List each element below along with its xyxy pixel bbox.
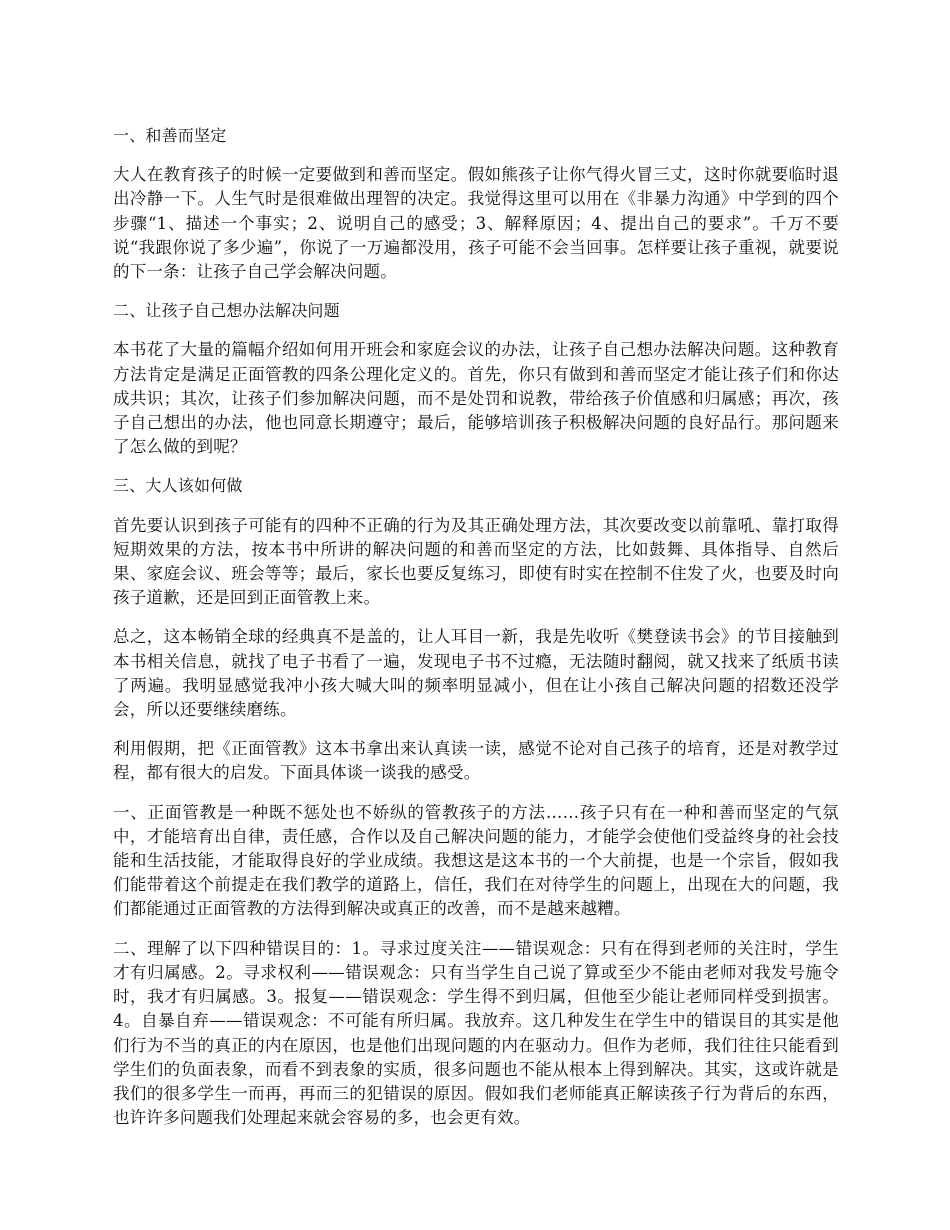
section-heading-1: 一、和善而坚定	[113, 126, 227, 145]
paragraph-2: 本书花了大量的篇幅介绍如何用开班会和家庭会议的办法，让孩子自己想办法解决问题。这种教育方法肯定是满足正面管教的四条公理化定义的。首先，你只有做到和善而坚定才能让孩子们和你达成共识；其次，让孩子们参加解决问题，而不是处罚和说教，带给孩子价值感和归属感；再次，孩子自己想出的办法，他也同意长期遵守；最后，能够培训孩子积极解决问题的良好品行。那问题来了怎么做的到呢？	[113, 340, 839, 457]
document-body	[113, 124, 839, 1145]
section-heading-3: 三、大人该如何做	[113, 476, 243, 496]
paragraph-5: 利用假期，把《正面管教》这本书拿出来认真读一读，感觉不论对自己孩子的培育，还是对教学过程，都有很大的启发。下面具体谈一谈我的感受。	[113, 739, 839, 783]
section-heading-2: 二、让孩子自己想办法解决问题	[113, 301, 340, 321]
paragraph-7: 二、理解了以下四种错误目的：1。寻求过度关注——错误观念：只有在得到老师的关注时，学生才有归属感。2。寻求权利——错误观念：只有当学生自己说了算或至少不能由老师对我发号施令时，我才有归属感。3。报复——错误观念：学生得不到归属，但他至少能让老师同样受到损害。4。自暴自弃——错误观念：不可能有所归属。我放弃。这几种发生在学生中的错误目的其实是他们行为不当的真正的内在原因，也是他们出现问题的内在驱动力。但作为老师，我们往往只能看到学生们的负面表象，而看不到表象的实质，很多问题也不能从根本上得到解决。其实，这或许就是我们的很多学生一而再，再而三的犯错误的原因。假如我们老师能真正解读孩子行为背后的东西，也许许多问题我们处理起来就会容易的多，也会更有效。	[113, 938, 839, 1128]
paragraph-4: 总之，这本畅销全球的经典真不是盖的，让人耳目一新，我是先收听《樊登读书会》的节目接触到本书相关信息，就找了电子书看了一遍，发现电子书不过瘾，无法随时翻阅，就又找来了纸质书读了两遍。我明显感觉我冲小孩大喊大叫的频率明显减小，但在让小孩自己解决问题的招数还没学会，所以还要继续磨练。	[113, 627, 839, 720]
paragraph-3: 首先要认识到孩子可能有的四种不正确的行为及其正确处理方法，其次要改变以前靠吼、靠打取得短期效果的方法，按本书中所讲的解决问题的和善而坚定的方法，比如鼓舞、具体指导、自然后果、家庭会议、班会等等；最后，家长也要反复练习，即使有时实在控制不住发了火，也要及时向孩子道歉，还是回到正面管教上来。	[113, 515, 839, 608]
paragraph-1: 大人在教育孩子的时候一定要做到和善而坚定。假如熊孩子让你气得火冒三丈，这时你就要临时退出冷静一下。人生气时是很难做出理智的决定。我觉得这里可以用在《非暴力沟通》中学到的四个步骤“1、描述一个事实；2、说明自己的感受；3、解释原因；4、提出自己的要求”。千万不要说“我跟你说了多少遍”，你说了一万遍都没用，孩子可能不会当回事。怎样要让孩子重视，就要说的下一条：让孩子自己学会解决问题。	[113, 165, 839, 282]
paragraph-6: 一、正面管教是一种既不惩处也不娇纵的管教孩子的方法……孩子只有在一种和善而坚定的气氛中，才能培育出自律，责任感，合作以及自己解决问题的能力，才能学会使他们受益终身的社会技能和生活技能，才能取得良好的学业成绩。我想这是这本书的一个大前提，也是一个宗旨，假如我们能带着这个前提走在我们教学的道路上，信任，我们在对待学生的问题上，出现在大的问题，我们都能通过正面管教的方法得到解决或真正的改善，而不是越来越糟。	[113, 802, 839, 919]
